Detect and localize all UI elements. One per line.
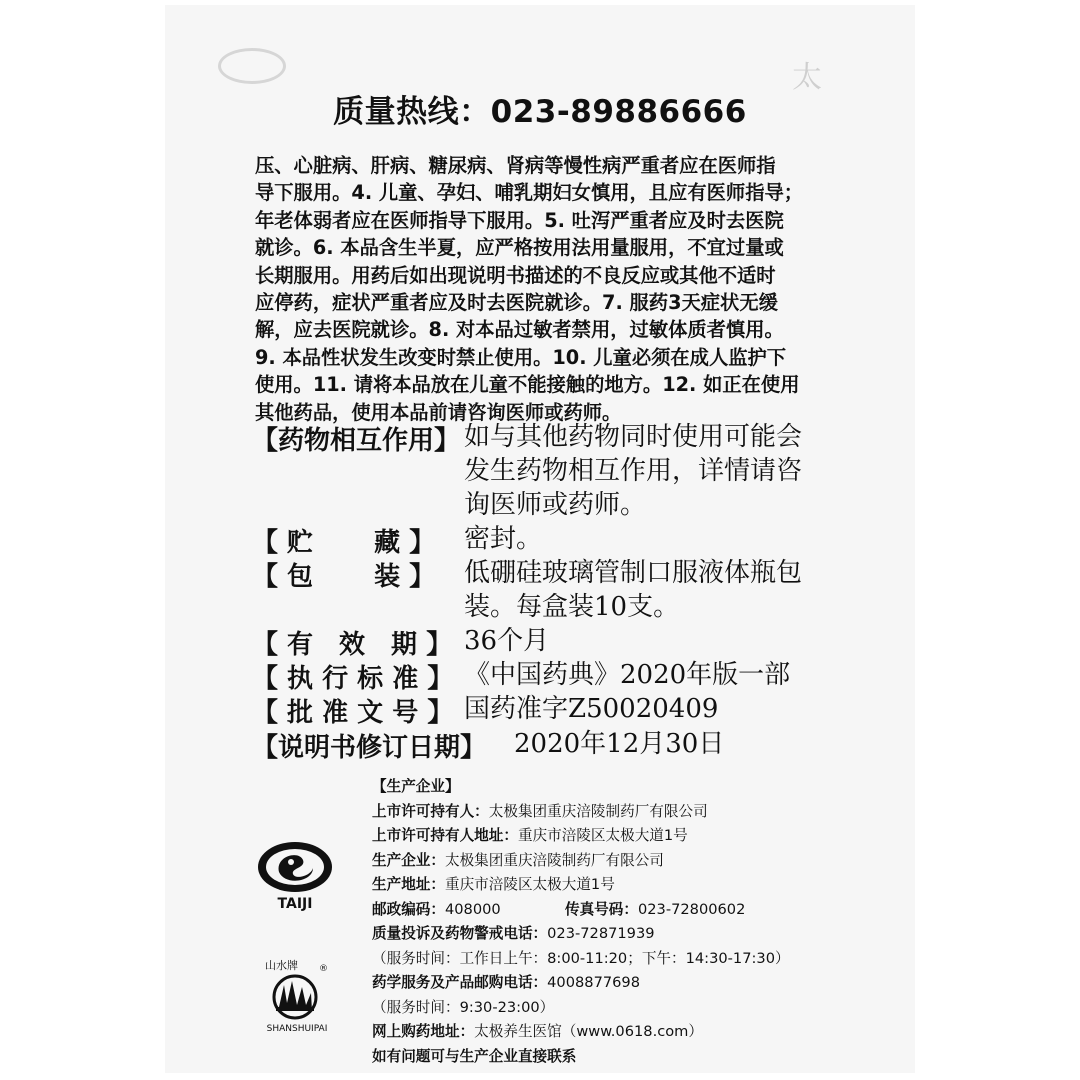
producer-value: 太极集团重庆涪陵制药厂有限公司 [444, 851, 664, 869]
taiji-logo [255, 840, 335, 915]
online-label: 网上购药地址： [372, 1023, 475, 1040]
postcode-value: 408000 [444, 900, 501, 918]
online-value: 太极养生医馆（www.0618.com） [474, 1023, 703, 1040]
interaction-line: 发生药物相互作用，详情请咨 [464, 456, 803, 486]
package-line: 低硼硅玻璃管制口服液体瓶包 [464, 558, 803, 588]
service-value: 4008877698 [547, 974, 640, 991]
fax-value: 023-72800602 [637, 900, 746, 918]
complaint-value: 023-72871939 [547, 925, 655, 942]
bleed-through-oval [218, 48, 286, 84]
precaution-line: 年老体弱者应在医师指导下服用。5. 吐泻严重者应及时去医院 [255, 208, 784, 232]
standard-label: 【 执 行 标 准 】 [252, 664, 454, 694]
service-label: 药学服务及产品邮购电话： [372, 974, 548, 991]
validity-value: 36个月 [464, 626, 550, 656]
shanshui-logo-text: 山水牌 [265, 959, 298, 972]
precaution-line: 应停药，症状严重者应及时去医院就诊。7. 服药3天症状无缓 [255, 291, 778, 315]
approval-label: 【 批 准 文 号 】 [252, 698, 454, 728]
precaution-line: 压、心脏病、肝病、糖尿病、肾病等慢性病严重者应在医师指 [255, 154, 776, 177]
manufacturer-block [372, 775, 790, 1069]
approval-value: 国药准字Z50020409 [464, 694, 719, 724]
shanshui-en-text: SHANSHUIPAI [266, 1024, 328, 1034]
holder-address-value: 重庆市涪陵区太极大道1号 [517, 827, 688, 844]
validity-label: 【 有 效 期 】 [252, 630, 453, 660]
taiji-logo-text: TAIJI [277, 896, 313, 912]
precaution-line: 就诊。6. 本品含生半夏，应严格按用法用量服用，不宜过量或 [255, 236, 784, 260]
service-hours: （服务时间：9:30-23:00） [372, 998, 555, 1016]
precaution-line: 解，应去医院就诊。8. 对本品过敏者禁用，过敏体质者慎用。 [255, 318, 784, 342]
precaution-line: 使用。11. 请将本品放在儿童不能接触的地方。12. 如正在使用 [255, 373, 800, 397]
manufacturer-heading: 【生产企业】 [372, 778, 460, 795]
holder-address-label: 上市许可持有人地址： [372, 827, 518, 844]
bleed-through-mark: 太 [792, 60, 822, 95]
registered-mark: ® [319, 964, 328, 974]
producer-address-label: 生产地址： [372, 876, 445, 893]
package-value [464, 556, 802, 624]
precaution-line: 其他药品，使用本品前请咨询医师或药师。 [255, 400, 622, 424]
contact-note: 如有问题可与生产企业直接联系 [372, 1047, 577, 1065]
precaution-line: 9. 本品性状发生改变时禁止使用。10. 儿童必须在成人监护下 [255, 345, 787, 369]
revision-label: 【说明书修订日期】 [252, 733, 487, 763]
complaint-label: 质量投诉及药物警戒电话： [372, 925, 548, 942]
interaction-value [464, 420, 802, 522]
complaint-hours: （服务时间：工作日上午：8:00-11:20；下午：14:30-17:30） [372, 949, 790, 967]
precautions-text [255, 152, 855, 426]
revision-value: 2020年12月30日 [514, 729, 725, 759]
producer-address-value: 重庆市涪陵区太极大道1号 [444, 876, 615, 893]
interaction-line: 如与其他药物同时使用可能会 [464, 422, 803, 452]
holder-value: 太极集团重庆涪陵制药厂有限公司 [488, 802, 708, 820]
storage-value: 密封。 [464, 524, 543, 554]
producer-label: 生产企业： [372, 851, 445, 869]
shanshui-logo [257, 945, 337, 1035]
precaution-line: 导下服用。4. 儿童、孕妇、哺乳期妇女慎用，且应有医师指导； [255, 181, 804, 205]
precaution-line: 长期服用。用药后如出现说明书描述的不良反应或其他不适时 [255, 263, 776, 287]
quality-hotline: 质量热线：023-89886666 [333, 94, 747, 130]
holder-label: 上市许可持有人： [372, 802, 489, 820]
postcode-label: 邮政编码： [372, 900, 445, 918]
interaction-line: 询医师或药师。 [464, 490, 647, 520]
standard-value: 《中国药典》2020年版一部 [464, 660, 791, 690]
storage-label: 【 贮 藏 】 [252, 528, 436, 558]
fax-label: 传真号码： [564, 900, 638, 918]
package-label: 【 包 装 】 [252, 562, 436, 592]
package-line: 装。每盒装10支。 [464, 592, 680, 622]
interaction-label: 【药物相互作用】 [252, 426, 461, 456]
